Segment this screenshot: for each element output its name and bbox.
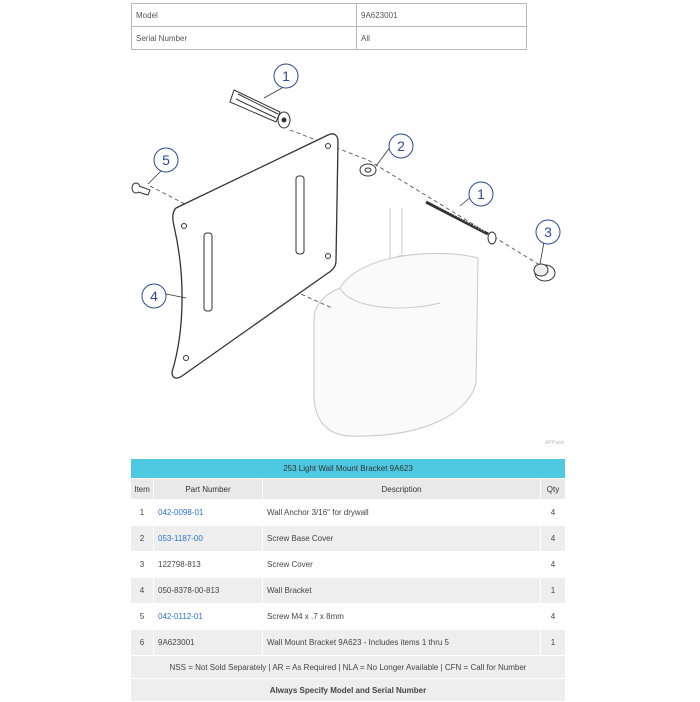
callout-number: 5 [162, 152, 170, 168]
callout-number: 1 [477, 186, 485, 202]
part-qty: 1 [541, 630, 566, 656]
col-qty: Qty [541, 479, 566, 500]
mounting-screw [426, 201, 496, 244]
parts-table-title-row [131, 459, 566, 479]
part-description: Wall Bracket [263, 578, 541, 604]
table-row [131, 500, 566, 526]
wall-bracket [172, 134, 338, 378]
part-qty: 4 [541, 552, 566, 578]
col-description: Description [263, 479, 541, 500]
table-row [131, 552, 566, 578]
item-number: 3 [131, 552, 154, 578]
item-number: 1 [131, 500, 154, 526]
col-item: Item [131, 479, 154, 500]
watermark: APPants [545, 440, 565, 446]
part-number: 122798-813 [154, 552, 263, 578]
table-row [131, 578, 566, 604]
callout-number: 3 [544, 224, 552, 240]
light-fixture [314, 208, 478, 436]
table-row [131, 630, 566, 656]
part-number-link[interactable]: 042-0098-01 [158, 508, 204, 517]
exploded-parts-diagram [100, 58, 580, 450]
part-qty: 4 [541, 526, 566, 552]
part-number-link[interactable]: 042-0112-01 [158, 612, 203, 621]
part-description: Screw Base Cover [263, 526, 541, 552]
callout-4 [142, 284, 166, 308]
part-description: Wall Anchor 3/16" for drywall [263, 500, 541, 526]
part-number: 9A623001 [154, 630, 263, 656]
part-description: Screw Cover [263, 552, 541, 578]
model-row [132, 4, 527, 27]
legend-row [131, 656, 566, 679]
parts-table-title: 253 Light Wall Mount Bracket 9A623 [131, 459, 566, 479]
callout-number: 1 [282, 68, 290, 84]
part-number-link[interactable]: 053-1187-00 [158, 534, 203, 543]
footer-note: Always Specify Model and Serial Number [131, 679, 566, 702]
serial-value: All [357, 27, 527, 50]
col-part-number: Part Number [154, 479, 263, 500]
model-info-table [131, 3, 527, 50]
item-number: 2 [131, 526, 154, 552]
callout-1-top [274, 64, 298, 88]
callout-number: 4 [150, 288, 158, 304]
item-number: 4 [131, 578, 154, 604]
part-description: Screw M4 x .7 x 8mm [263, 604, 541, 630]
serial-row [132, 27, 527, 50]
model-value: 9A623001 [357, 4, 527, 27]
callout-3 [536, 220, 560, 244]
model-label: Model [132, 4, 357, 27]
screw-base-cover [360, 164, 376, 176]
part-qty: 4 [541, 604, 566, 630]
item-number: 5 [131, 604, 154, 630]
callout-1-right [469, 182, 493, 206]
parts-table [130, 458, 566, 702]
part-qty: 1 [541, 578, 566, 604]
abbreviation-legend: NSS = Not Sold Separately | AR = As Required | NLA = No Longer Available | CFN = Call for Number [131, 656, 566, 679]
part-number: 050-8378-00-813 [154, 578, 263, 604]
table-row [131, 604, 566, 630]
callout-5 [154, 148, 178, 172]
parts-table-header [131, 479, 566, 500]
item-number: 6 [131, 630, 154, 656]
footer-row [131, 679, 566, 702]
screw-cover [534, 264, 555, 281]
wall-anchor [230, 90, 290, 128]
table-row [131, 526, 566, 552]
serial-label: Serial Number [132, 27, 357, 50]
part-qty: 4 [541, 500, 566, 526]
small-screw [132, 183, 150, 195]
callout-2 [389, 134, 413, 158]
part-description: Wall Mount Bracket 9A623 - Includes items 1 thru 5 [263, 630, 541, 656]
callout-number: 2 [397, 138, 405, 154]
